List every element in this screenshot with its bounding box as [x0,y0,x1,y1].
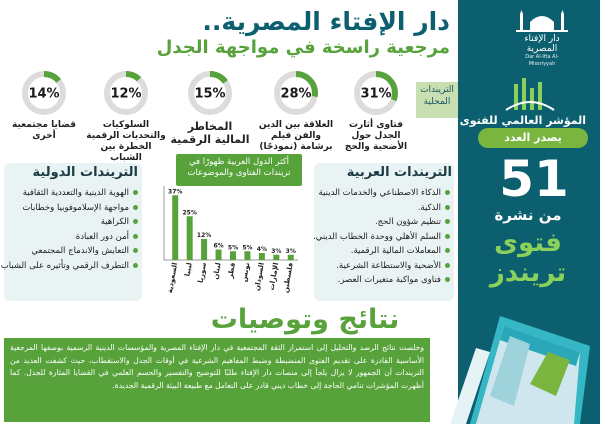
chart-title: أكثر الدول العربية ظهورًا في تريندات الفتاوى والموضوعات [176,154,302,186]
observatory-name: المؤشر العالمي للفتوى [459,114,586,127]
issue-title-line1: فتوى [494,228,562,258]
chart-bar [172,195,178,260]
issue-pill: يصدر العدد [478,128,588,148]
local-stat-4-label: السلوكيات والتحديات الرقمية الخطرة بين الشباب [86,120,166,163]
arab-trends-list [313,186,450,288]
chart-value-label: 6% [213,242,224,250]
chart-value-label: 37% [168,188,183,196]
logo-name-ar: دار الإفتاء المصرية [524,34,560,54]
local-stat-3-label: المخاطر المالية الرقمية [170,120,250,146]
list-item: تنظيم شؤون الحج. [316,215,450,230]
list-item: فتاوى مواكبة متغيرات العصر. [316,273,450,288]
results-text: وخلصت نتائج الرصد والتحليل إلى استمرار الثقة المجتمعية في دار الإفتاء المصرية والمؤسسات الدينية الرسمية بوصفها المرجعية الأساسية القادرة على تقديم الفتوى المنضبطة وضبط المفاهيم الشرعية في أوقات الجدل والاستقطاب، حيث كشفت العديد من التريندات أن الجمهور لا يزال يلجأ إلى منصات دار الإفتاء طلبًا للتوضيح والتفسير والحسم العلمي في القضايا المثارة للجدل. كما أظهرت المؤشرات تنامي الحاجة إلى خطاب ديني قادر على التعامل مع طبيعة البيئة الرقمية الجديدة. [10,343,424,390]
chart-value-label: 12% [196,232,212,239]
local-stat-1 [336,70,416,153]
local-stat-2-label: العلاقة بين الدين والفن فيلم برشامة (نموذجًا) [258,120,334,152]
local-stat-1-label: فتاوى أثارت الجدل حول الأضحية والحج [344,120,408,152]
chart-bar [288,255,294,260]
local-stat-3-ring [187,70,233,116]
chart-category-label: لبنان [211,261,223,281]
list-item: مواجهة الإسلاموفوبيا وخطابات [6,201,138,216]
chart-value-label: 5% [242,244,253,252]
list-item: التعايش والاندماج المجتمعي [6,244,138,259]
observatory-logo [459,74,590,134]
page-subtitle: مرجعية راسخة في مواجهة الجدل [156,37,450,58]
chart-bar [201,239,207,260]
chart-category-label: ليبيا [183,261,194,277]
observatory-building-icon [500,74,560,112]
chart-value-label: 25% [182,209,197,217]
chart-value-label: 3% [271,247,282,255]
list-item: المعاملات المالية الرقمية. [316,244,450,259]
chart-bar [187,216,193,260]
chart-bar [216,250,222,261]
results-title: نتائج وتوصيات [210,304,400,335]
logo-name-en: Dar Al-Ifta Al-Missriyyah [525,54,559,67]
chart-category-label: السودان [253,261,266,292]
local-stat-1-value: 31% [360,86,392,102]
chart-category-label: تونس [240,261,252,283]
local-stat-4-ring [103,70,149,116]
chart-value-label: 5% [227,244,239,252]
chart-bar [273,255,279,260]
magazine-image [430,296,600,424]
intl-trends-list [0,186,138,273]
local-stat-2-value: 28% [280,86,312,102]
local-stat-5-value: 14% [28,86,60,102]
local-stat-3 [170,70,250,146]
issue-title-line2: تريندز [489,258,567,288]
local-stat-2 [256,70,336,153]
intl-trends-title: التريندات الدولية [32,165,138,180]
list-item: السلم الأهلي ووحدة الخطاب الديني. [316,230,450,245]
chart-category-label: قطر [226,261,237,279]
dar-al-ifta-logo [512,10,572,67]
chart-category-label: سوريا [196,261,209,284]
local-stat-4 [86,70,166,164]
chart-value-label: 4% [256,246,267,253]
chart-category-label: السعودية [165,261,180,294]
list-item: الذكية. [316,201,450,216]
mosque-logo-icon [516,10,568,32]
local-stat-5-label: قضايا مجتمعية أخرى [11,120,76,141]
issue-from-label: من نشرة [494,206,562,224]
local-stat-4-value: 12% [110,86,142,102]
page-title: دار الإفتاء المصرية.. [202,7,450,36]
local-stat-5-ring [21,70,67,116]
chart-bar [259,253,265,260]
arab-trends-title: التريندات العربية [346,165,452,180]
chart-category-label: الإمارات [267,261,281,291]
issue-number: 51 [499,150,569,208]
local-trends-label: التريندات المحلية [416,82,458,118]
list-item: الكراهية [6,215,138,230]
chart-category-label: فلسطين [281,261,295,294]
chart-bar [230,251,236,260]
chart-bar [244,251,250,260]
list-item: الهوية الدينية والتعددية الثقافية [6,186,138,201]
list-item: الذكاء الاصطناعي والخدمات الدينية [316,186,450,201]
list-item: التطرف الرقمي وتأثيره على الشباب [6,259,138,274]
list-item: أمن دور العبادة [6,230,138,245]
local-stat-5 [4,70,84,142]
chart-value-label: 3% [285,247,296,255]
local-stat-2-ring [273,70,319,116]
local-stat-1-ring [353,70,399,116]
local-stat-3-value: 15% [194,86,226,102]
list-item: الأضحية والاستطاعة الشرعية. [316,259,450,274]
